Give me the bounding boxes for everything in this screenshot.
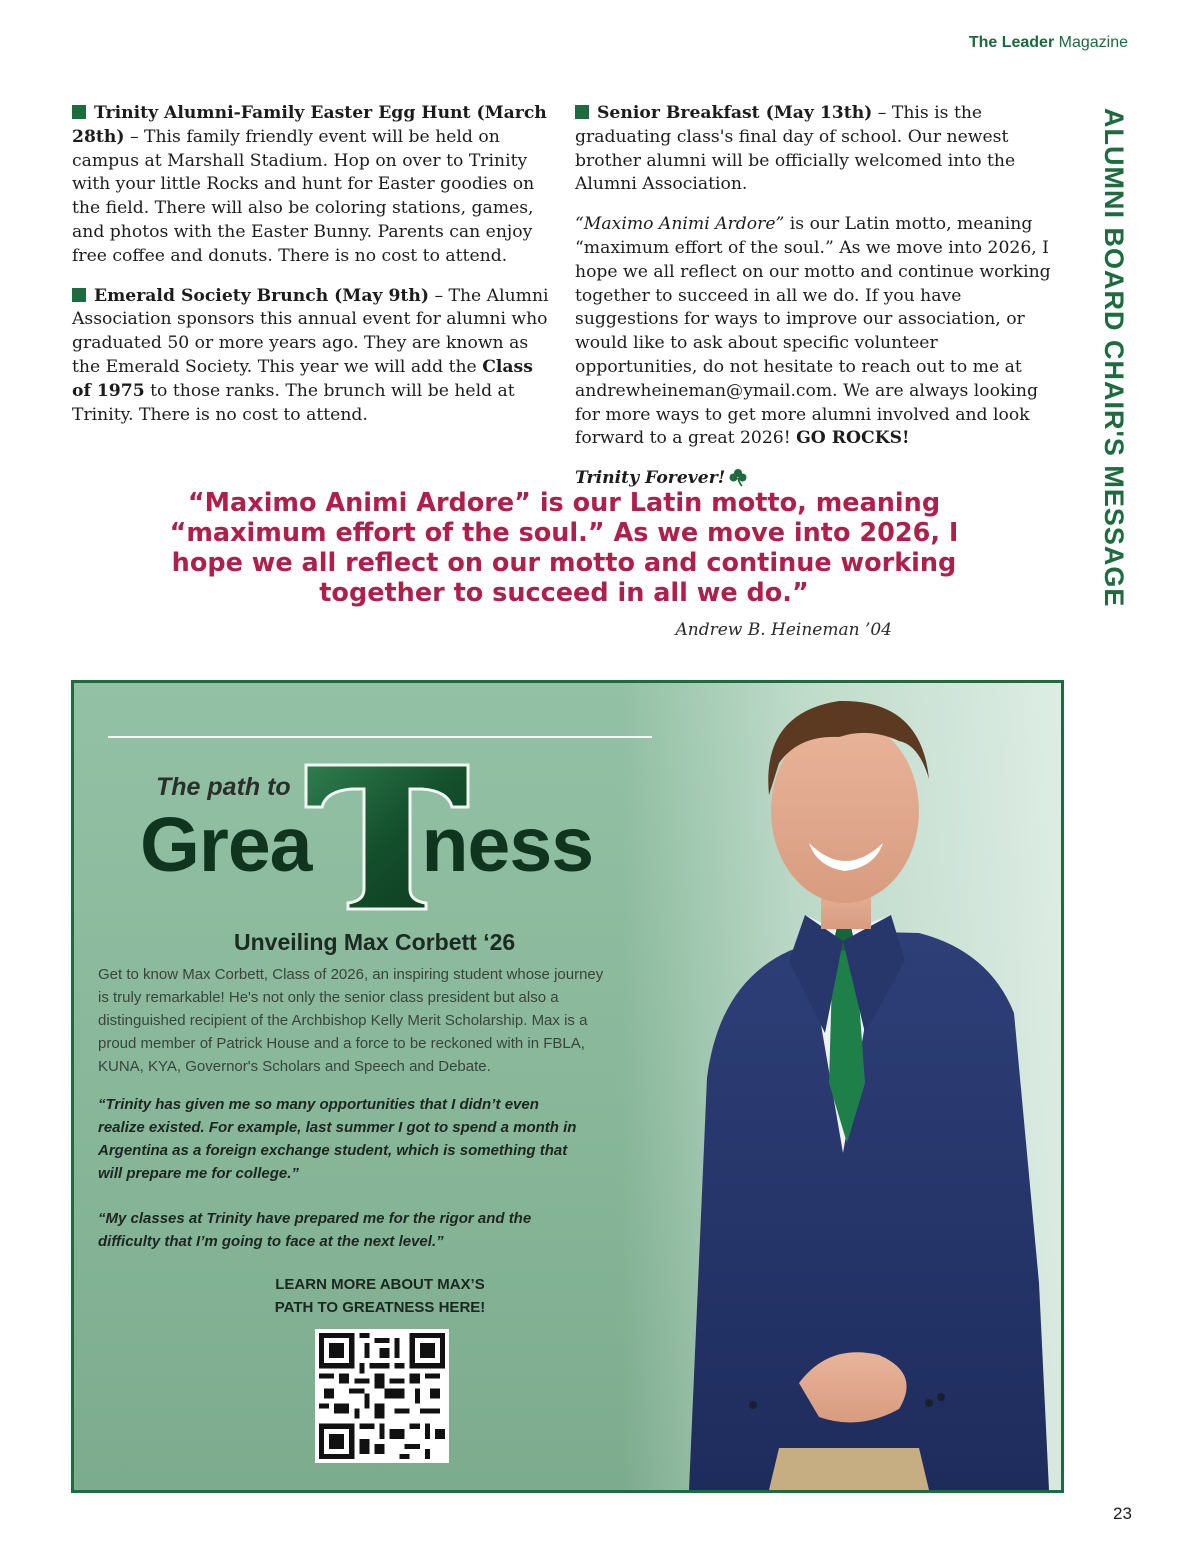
motto-body: is our Latin motto, meaning “maximum effort of the soul.” As we move into 2026, I hope we all reflect on our motto and continue working together to succeed in all we do. If you have suggestions for ways to improve our association, or would like to ask about specific volunteer opportunities, do not hesitate to reach out to me at andrewheineman@ymail.com. We are always looking for more ways to get more alumni involved and look forward to a great 2026! bbox=[575, 214, 1051, 449]
ad-headline bbox=[140, 801, 593, 890]
event-body: – The Alumni Association sponsors this annual event for alumni who graduated 50 or more years ago. They are known as the Emerald Society. This year we will add the bbox=[72, 285, 549, 377]
ad-kicker: The path to bbox=[156, 773, 291, 801]
pull-quote: “Maximo Animi Ardore” is our Latin motto, meaning “maximum effort of the soul.” As we move into 2026, I hope we all reflect on our motto and continue working together to succeed in all we do.” bbox=[169, 488, 959, 608]
qr-code-icon bbox=[319, 1333, 445, 1459]
event-emerald-society-brunch bbox=[72, 285, 550, 428]
bullet-square-icon bbox=[72, 288, 86, 302]
event-body: – This family friendly event will be held on campus at Marshall Stadium. Hop on over to Trinity with your little Rocks and hunt for Easter goodies on the field. There will also be coloring stations, games, and photos with the Easter Bunny. Parents can enjoy free coffee and donuts. There is no cost to attend. bbox=[72, 126, 535, 266]
pull-quote-attribution: Andrew B. Heineman ’04 bbox=[675, 620, 892, 640]
left-column bbox=[72, 102, 550, 443]
event-title: Trinity Alumni-Family Easter Egg Hunt (March 28th) bbox=[72, 103, 547, 147]
motto-latin: “Maximo Animi Ardore” bbox=[575, 214, 785, 235]
event-title: Senior Breakfast (May 13th) bbox=[597, 103, 873, 123]
ad-body: Get to know Max Corbett, Class of 2026, an inspiring student whose journey is truly remarkable! He's not only the senior class president but also a distinguished recipient of the Archbishop Kelly Merit Scholarship. Max is a proud member of Patrick House and a force to be reckoned with in FBLA, KUNA, KYA, Governor's Scholars and Speech and Debate. bbox=[98, 966, 604, 1075]
ad-call-to-action: LEARN MORE ABOUT MAX’S PATH TO GREATNESS HERE! bbox=[274, 1276, 486, 1316]
qr-code[interactable] bbox=[315, 1329, 449, 1463]
page-number: 23 bbox=[1113, 1504, 1132, 1523]
advertisement-path-to-greatness bbox=[71, 680, 1064, 1493]
section-title-vertical bbox=[1098, 108, 1138, 658]
event-senior-breakfast bbox=[575, 102, 1065, 197]
event-body-bold: Class of 1975 bbox=[72, 356, 533, 401]
section-title-text: ALUMNI BOARD CHAIR'S MESSAGE bbox=[1099, 108, 1129, 608]
masthead-brand: The Leader bbox=[968, 34, 1055, 51]
ad-headline-left: Grea bbox=[140, 802, 312, 888]
masthead-suffix: Magazine bbox=[1054, 34, 1128, 51]
event-title: Emerald Society Brunch (May 9th) bbox=[94, 285, 429, 306]
event-easter-egg-hunt bbox=[72, 102, 550, 269]
event-body-end: to those ranks. The brunch will be held at Trinity. There is no cost to attend. bbox=[72, 380, 515, 425]
shamrock-icon bbox=[728, 467, 748, 487]
bullet-square-icon bbox=[575, 105, 589, 119]
right-column bbox=[575, 102, 1065, 507]
ad-quote-2: “My classes at Trinity have prepared me for the rigor and the difficulty that I’m going to face at the next level.” bbox=[98, 1210, 532, 1250]
ad-divider bbox=[108, 736, 652, 738]
masthead bbox=[969, 34, 1128, 52]
event-body: – This is the graduating class's final day of school. Our newest brother alumni will be officially welcomed into the Alumni Association. bbox=[575, 103, 1016, 195]
ad-headline-right: ness bbox=[421, 802, 594, 888]
go-rocks: GO ROCKS! bbox=[796, 428, 910, 449]
ad-quote-1: “Trinity has given me so many opportunities that I didn’t even realize existed. For example, last summer I got to spend a month in Argentina as a foreign exchange student, which is something that will prepare me for college.” bbox=[98, 1096, 577, 1182]
ad-subheading: Unveiling Max Corbett ‘26 bbox=[234, 929, 516, 955]
motto-paragraph bbox=[575, 213, 1065, 451]
bullet-square-icon bbox=[72, 105, 86, 119]
student-portrait bbox=[629, 683, 1061, 1490]
signoff: Trinity Forever! bbox=[575, 468, 726, 489]
